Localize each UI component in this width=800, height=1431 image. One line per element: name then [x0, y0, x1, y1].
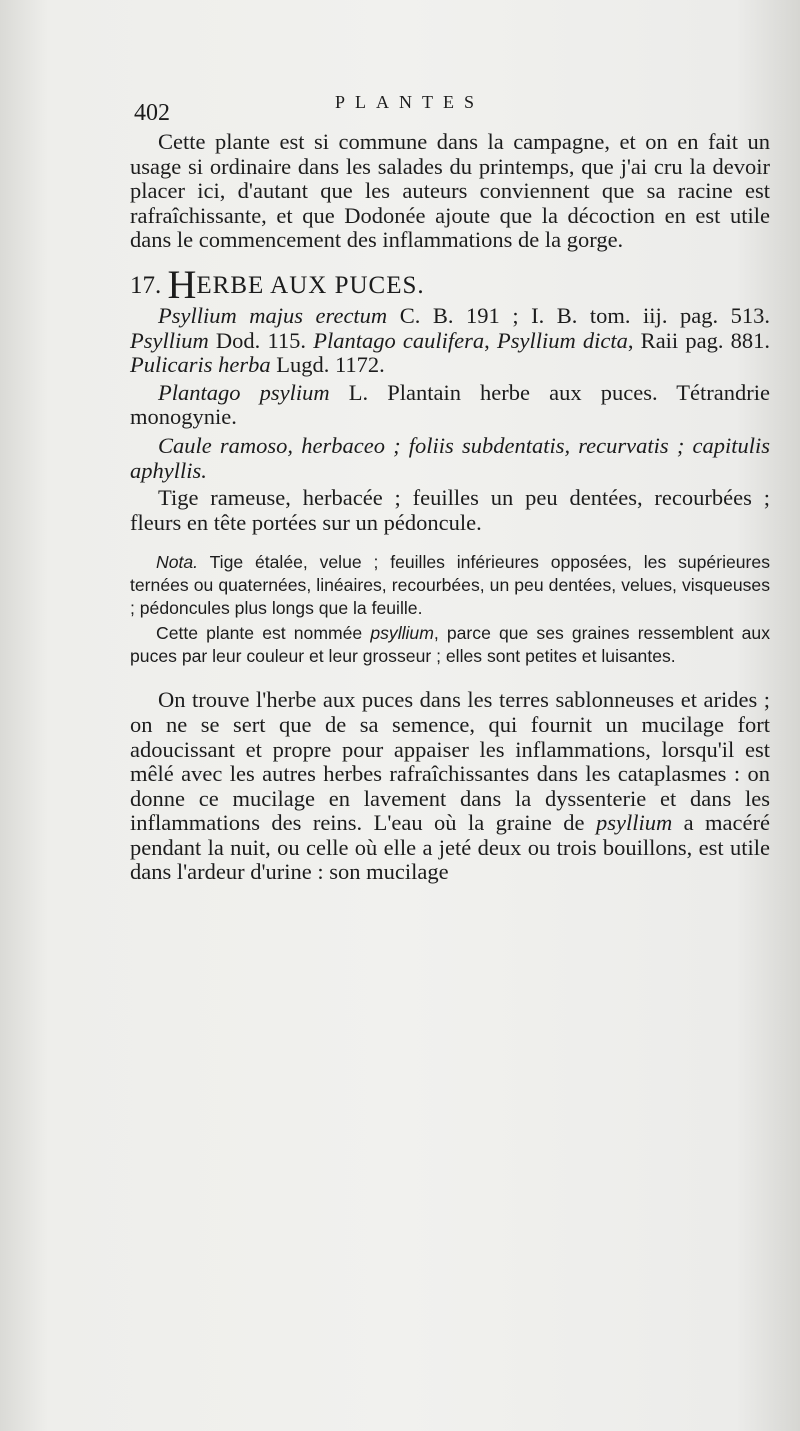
nota-text: Tige étalée, velue ; feuilles inférieures opposées, les supérieures ternées ou quaternées, linéaires, recourbées, un peu dentées, velues, visqueuses ; pédoncules plus longs que la feuille. [130, 552, 770, 619]
name-note-italic: psyllium [370, 623, 434, 644]
closing-part1: On trouve l'herbe aux puces dans les terres sablonneuses et arides ; on ne se sert que de sa semence, qui fournit un mucilage fort adoucissant et propre pour appaiser les inflammations, lorsqu'il est mêlé avec les autres herbes rafraîchissantes dans les cataplasmes : on donne ce mucilage en lavement dans la dyssenterie et dans les inflammations des reins. L'eau où la graine de [130, 687, 770, 836]
entry-initial: H [167, 261, 197, 307]
synonym-text: Psyllium dicta [496, 327, 628, 353]
synonym-text: Lugd. 1172. [270, 352, 385, 378]
latin-diagnosis: Caule ramoso, herbaceo ; foliis subdentatis, recurvatis ; capitulis aphyllis. [130, 432, 770, 483]
closing-italic: psyllium [595, 810, 673, 836]
name-note-paragraph [130, 622, 770, 668]
linnaeus-paragraph [130, 381, 770, 430]
entry-heading [130, 261, 770, 307]
name-note-after: , parce que ses graines ressemblent aux puces par leur couleur et leur grosseur ; elles sont petites et luisantes. [130, 623, 770, 667]
entry-number: 17. [130, 271, 162, 299]
running-head: PLANTES [335, 92, 485, 112]
closing-part2: a macéré pendant la nuit, ou celle où elle a jeté deux ou trois bouillons, est utile dans l'ardeur d'urine : son mucilage [130, 810, 770, 885]
synonym-text: , Raii pag. 881. [627, 327, 771, 353]
page-header [130, 88, 770, 130]
synonym-text: Pulicaris herba [130, 352, 271, 378]
linnaeus-latin-name: Plantago psylium [158, 379, 330, 405]
nota-paragraph [130, 551, 770, 620]
synonym-text: Psyllium majus erectum [158, 302, 388, 328]
synonym-text: Psyllium [130, 327, 209, 353]
name-note-before: Cette plante est nommée [156, 623, 371, 644]
synonym-text: Dod. 115. [208, 327, 314, 353]
linnaeus-rest: L. Plantain herbe aux puces. Tétrandrie monogynie. [130, 379, 770, 430]
synonym-text: , [484, 327, 497, 353]
closing-paragraph [130, 688, 770, 885]
synonyms-paragraph [130, 304, 770, 378]
french-description: Tige rameuse, herbacée ; feuilles un peu dentées, recourbées ; fleurs en tête portées sur un pédoncule. [130, 485, 770, 535]
synonym-text: C. B. 191 ; I. B. tom. iij. pag. 513. [387, 302, 770, 328]
intro-paragraph: Cette plante est si commune dans la campagne, et on en fait un usage si ordinaire dans les salades du printemps, que j'ai cru la devoir placer ici, d'autant que les auteurs conviennent que sa racine est rafraîchissante, et que Dodonée ajoute que la décoction en est utile dans le commencement des inflammations de la gorge. [130, 129, 770, 253]
synonym-text: Plantago caulifera [313, 327, 485, 353]
nota-label: Nota. [156, 552, 199, 573]
page-number: 402 [134, 100, 170, 126]
entry-title: ERBE AUX PUCES. [196, 271, 425, 299]
page-text-block [130, 88, 770, 885]
